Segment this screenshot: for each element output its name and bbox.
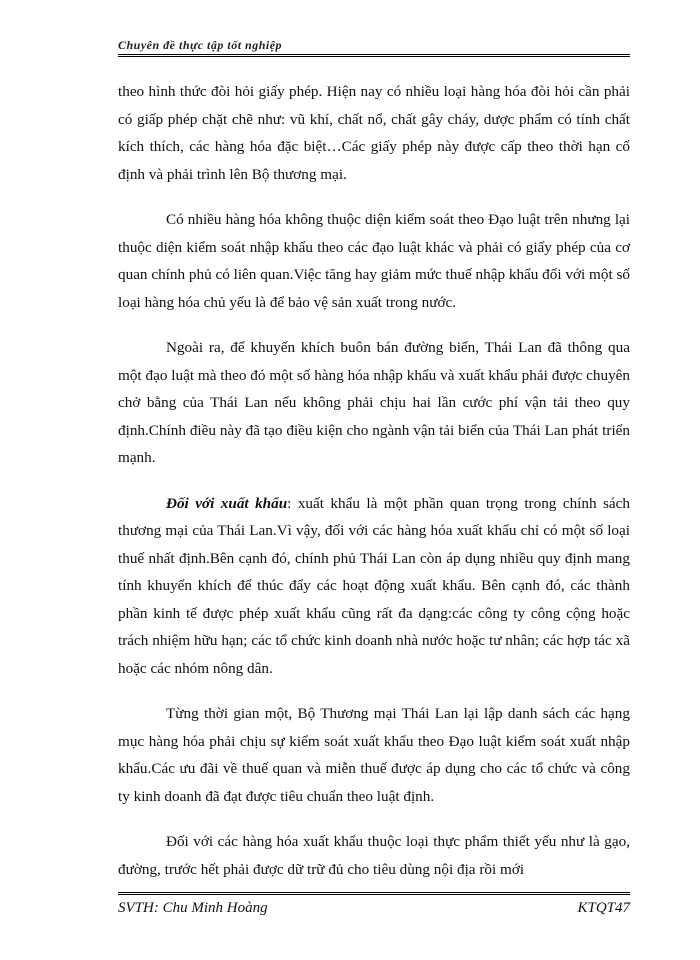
footer-class-code: KTQT47 (577, 900, 630, 916)
paragraph-4 (118, 490, 630, 683)
paragraph-4-text: : xuất khẩu là một phần quan trọng trong chính sách thương mại của Thái Lan.Vì vậy, đối với các hàng hóa xuất khẩu chỉ có một số loại thuế nhất định.Bên cạnh đó, chính phủ Thái Lan còn áp dụng nhiều quy định mang tính khuyến khích để thúc đẩy các hoạt động xuất khẩu. Bên cạnh đó, các thành phần kinh tế được phép xuất khẩu cũng rất đa dạng:các công ty công cộng hoặc trách nhiệm hữu hạn; các tổ chức kinh doanh nhà nước hoặc tư nhân; các hợp tác xã hoặc các nhóm nông dân. (118, 494, 630, 677)
footer-author: SVTH: Chu Minh Hoàng (118, 900, 268, 916)
document-body (118, 78, 630, 901)
header-rule (118, 54, 630, 57)
paragraph-3: Ngoài ra, để khuyến khích buôn bán đường biển, Thái Lan đã thông qua một đạo luật mà theo đó một số hàng hóa nhập khẩu và xuất khẩu phải được chuyên chở bằng của Thái Lan nếu không phải chịu hai lần cước phí vận tải theo quy định.Chính điều này đã tạo điều kiện cho ngành vận tải biển của Thái Lan phát triển mạnh. (118, 339, 630, 466)
paragraph-5: Từng thời gian một, Bộ Thương mại Thái Lan lại lập danh sách các hạng mục hàng hóa phải chịu sự kiểm soát xuất khẩu theo Đạo luật kiểm soát xuất nhập khẩu.Các ưu đãi về thuế quan và miễn thuế được áp dụng cho các tổ chức và công ty kinh doanh đã đạt được tiêu chuẩn theo luật định. (118, 705, 630, 805)
paragraph-4-lead: Đối với xuất khẩu (166, 494, 288, 512)
paragraph-1: theo hình thức đòi hỏi giấy phép. Hiện nay có nhiều loại hàng hóa đòi hỏi cần phải có giấp phép chặt chẽ như: vũ khí, chất nổ, chất gây cháy, dược phẩm có tính chất kích thích, các hàng hóa đặc biệt…Các giấy phép này được cấp theo thời hạn cố định và phải trình lên Bộ thương mại. (118, 83, 630, 183)
footer-row (118, 900, 630, 917)
paragraph-2: Có nhiều hàng hóa không thuộc diện kiểm soát theo Đạo luật trên nhưng lại thuộc diện kiểm soát nhập khẩu theo các đạo luật khác và phải có giấy phép của cơ quan chính phủ có liên quan.Việc tăng hay giảm mức thuế nhập khẩu đối với một số loại hàng hóa chủ yếu là để bảo vệ sản xuất trong nước. (118, 211, 630, 311)
page-footer (118, 892, 630, 917)
header-title: Chuyên đề thực tập tốt nghiệp (118, 38, 283, 52)
footer-rule (118, 892, 630, 895)
page-header (118, 38, 630, 57)
paragraph-6: Đối với các hàng hóa xuất khẩu thuộc loại thực phẩm thiết yếu như là gạo, đường, trước hết phải được dữ trữ đủ cho tiêu dùng nội địa rồi mới (118, 833, 630, 878)
